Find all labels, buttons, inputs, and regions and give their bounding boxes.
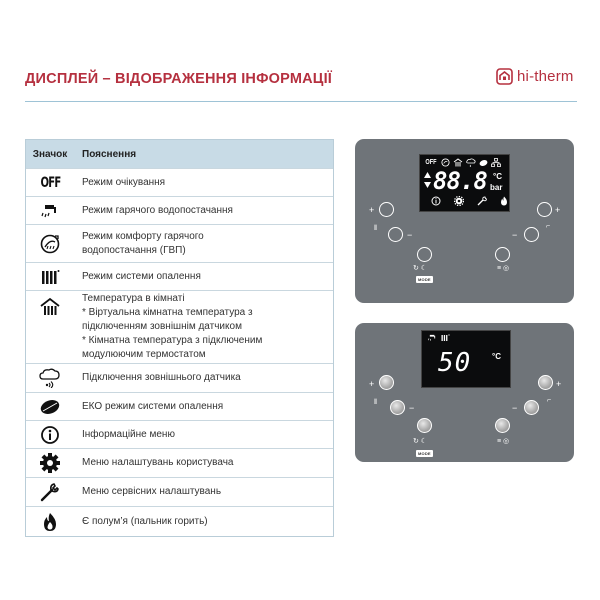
plus-sign: +	[369, 379, 375, 389]
segment-display-digits: 50	[438, 348, 472, 378]
mode-label: MODE	[418, 451, 431, 456]
table-row	[26, 363, 333, 392]
unit-celsius: °C	[493, 172, 502, 181]
house-logo-icon	[496, 68, 513, 85]
plus-sign: +	[556, 379, 562, 389]
menu-icon: ≡ ◎	[497, 265, 510, 272]
flame-icon	[26, 507, 74, 536]
radiator-label-icon: ⦀	[374, 225, 378, 232]
column-header-description: Пояснення	[82, 148, 137, 160]
header-divider	[25, 101, 577, 102]
dhw-minus-button[interactable]	[524, 400, 539, 415]
room-temperature-icon	[453, 158, 463, 167]
heating-minus-button[interactable]	[388, 227, 403, 242]
page-title: ДИСПЛЕЙ – ВІДОБРАЖЕННЯ ІНФОРМАЦІЇ	[25, 71, 333, 87]
dhw-minus-button[interactable]	[524, 227, 539, 242]
icon-legend-table	[25, 139, 334, 537]
dhw-plus-button[interactable]	[537, 202, 552, 217]
dhw-comfort-icon	[26, 225, 74, 262]
flame-icon	[500, 196, 508, 206]
table-row	[26, 506, 333, 536]
network-icon	[491, 158, 501, 167]
plus-sign: +	[369, 205, 375, 215]
logo-text: hi-therm	[517, 68, 574, 85]
off-indicator: OFF	[425, 159, 437, 166]
hot-water-tap-icon	[428, 334, 437, 342]
lcd-screen	[419, 154, 510, 212]
plus-sign: +	[555, 205, 561, 215]
row-description: Режим очікування	[82, 176, 166, 188]
wrench-icon	[477, 196, 487, 206]
heating-plus-button[interactable]	[379, 375, 394, 390]
radiator-label-icon: ⦀	[374, 399, 378, 406]
row-description: Режим гарячого водопостачання	[82, 204, 233, 216]
tap-label-icon: ⌐	[546, 223, 551, 230]
row-description: Меню сервісних налаштувань	[82, 486, 222, 497]
info-icon	[26, 421, 74, 448]
segment-display-digits: 88.8	[433, 167, 487, 195]
menu-button[interactable]	[495, 247, 510, 262]
mode-button[interactable]	[417, 418, 432, 433]
eco-leaf-icon	[26, 393, 74, 420]
menu-button[interactable]	[495, 418, 510, 433]
eco-leaf-icon	[479, 159, 488, 167]
row-description: Інформаційне меню	[82, 428, 175, 440]
lcd-screen	[421, 330, 511, 388]
table-header	[26, 140, 333, 168]
table-row	[26, 224, 333, 262]
table-row	[26, 262, 333, 290]
minus-sign: −	[512, 403, 518, 413]
room-temperature-icon	[26, 291, 74, 363]
gear-icon	[454, 196, 464, 206]
table-row	[26, 290, 333, 363]
table-row	[26, 168, 333, 196]
minus-sign: −	[512, 230, 518, 240]
minus-sign: −	[409, 403, 415, 413]
unit-bar: bar	[490, 183, 503, 192]
off-icon: OFF	[40, 174, 60, 191]
hot-water-tap-icon	[26, 197, 74, 224]
row-description: Режим комфорту гарячого водопостачання (ГВП)	[82, 230, 204, 256]
arrow-updown-icon	[424, 172, 431, 188]
tap-label-icon: ⌐	[547, 397, 552, 404]
info-icon	[431, 196, 441, 206]
table-row	[26, 448, 333, 477]
radiator-icon	[441, 334, 450, 342]
mode-button[interactable]	[417, 247, 432, 262]
reset-icon: ↻ ☾	[413, 265, 428, 272]
row-description: ЕКО режим системи опалення	[82, 400, 224, 412]
row-description: Меню налаштувань користувача	[82, 457, 234, 468]
outdoor-sensor-icon	[26, 364, 74, 392]
row-description: Є полум’я (пальник горить)	[82, 515, 208, 527]
dhw-comfort-icon	[441, 158, 450, 167]
outdoor-sensor-icon	[466, 158, 476, 167]
dhw-plus-button[interactable]	[538, 375, 553, 390]
heating-minus-button[interactable]	[390, 400, 405, 415]
reset-icon: ↻ ☾	[413, 438, 428, 445]
row-description: Підключення зовнішнього датчика	[82, 372, 241, 383]
table-row	[26, 392, 333, 420]
minus-sign: −	[407, 230, 413, 240]
mode-label: MODE	[418, 277, 431, 282]
table-row	[26, 477, 333, 506]
radiator-icon	[26, 263, 74, 290]
row-description: Режим системи опалення	[82, 270, 201, 282]
gear-icon	[26, 449, 74, 477]
table-row	[26, 196, 333, 224]
unit-celsius: °C	[492, 352, 501, 361]
row-description: Температура в кімнаті * Віртуальна кімнатна температура з підключенням зовнішнім датчиком * Кімнатна температура з підключеним модулюючим термостатом	[82, 293, 263, 360]
table-row	[26, 420, 333, 448]
wrench-icon	[26, 478, 74, 506]
menu-icon: ≡ ◎	[497, 438, 510, 445]
heating-plus-button[interactable]	[379, 202, 394, 217]
hi-therm-logo	[496, 68, 574, 85]
display-panel-full	[355, 139, 574, 303]
display-panel-example	[355, 323, 574, 462]
column-header-icon: Значок	[32, 148, 68, 160]
